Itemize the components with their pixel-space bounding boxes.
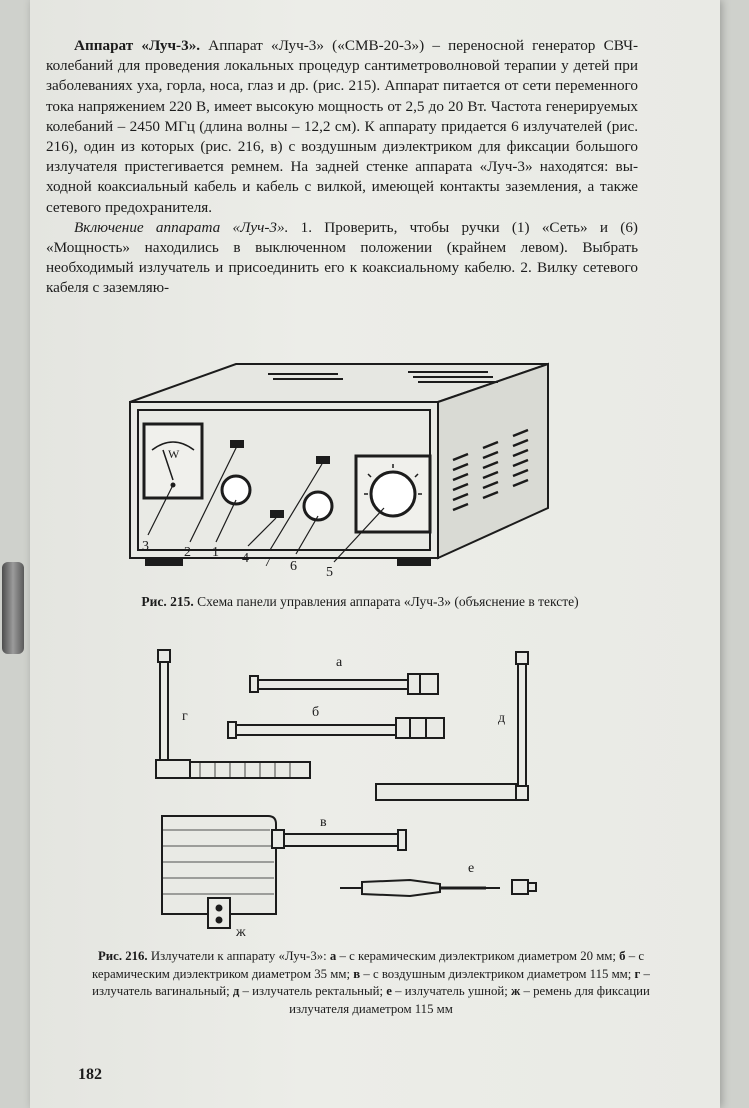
label-5: 5 — [326, 565, 333, 580]
caption-key-d: д — [232, 984, 240, 998]
caption-key-e: е — [386, 984, 392, 998]
label-e: е — [468, 861, 475, 876]
label-g: г — [182, 709, 188, 724]
main-text — [46, 36, 638, 299]
label-b: б — [312, 705, 320, 720]
knob-power — [304, 492, 332, 520]
caption-text-a: – с керамическим диэлектриком диаметром 20 мм; — [336, 949, 620, 963]
emitter-e — [340, 880, 536, 896]
dial-5 — [356, 456, 430, 532]
caption-text-zh: – ремень для фиксации излучателя диаметром 115 мм — [289, 984, 650, 1016]
paragraph-title: Аппарат «Луч-3». — [74, 37, 201, 54]
caption-label: Рис. 215. — [141, 594, 194, 609]
label-v: в — [320, 815, 327, 830]
caption-text-d: – излучатель ректальный; — [239, 984, 387, 998]
paragraph-body: 1. Проверить, чтобы ручки (1) «Сеть» и (6) «Мощность» находились в выключенном положении (крайнем левом). Выбрать необходимый излучатель и присоединить его к коаксиальному кабелю. 2. Вилку сетевого кабеля с заземляю- — [46, 218, 638, 297]
caption-key-zh: ж — [510, 984, 521, 998]
label-3: 3 — [142, 539, 149, 554]
caption-key-g: г — [634, 966, 641, 981]
switch-7 — [316, 456, 330, 464]
caption-key-a: а — [329, 949, 337, 963]
caption-text: Схема панели управления аппарата «Луч-3» (объяснение в тексте) — [193, 594, 579, 609]
paragraph-device — [46, 36, 638, 218]
caption-key-v: в — [353, 966, 361, 981]
figure-216-emitters-drawing — [140, 640, 580, 940]
label-2: 2 — [184, 545, 191, 560]
label-d: д — [498, 711, 506, 726]
label-4: 4 — [242, 551, 249, 566]
caption-text-v: – с воздушным диэлектриком диаметром 115 мм; — [360, 966, 635, 981]
switch-4 — [270, 510, 284, 518]
paragraph-body: Аппарат «Луч-3» («СМВ-20-3») – переносной генератор СВЧ-колебаний для проведения локальных процедур сантиметроволновой терапии у детей при заболеваниях уха, горла, носа, глаз и др. (рис. 215). Аппарат питается от сети переменного тока напряжением 220 В, имеет высокую мощность от 2,5 до 20 Вт. Частота генерируемых колебаний – 2450 МГц (длина волны – 12,2 см). К аппарату придается 6 излучателей (рис. 216), один из которых (рис. 216, в) с воздушным диэлектриком для фиксации большого излучателя пристегивается ремнем. На задней стенке аппарата «Луч-3» находятся: выходной коаксиальный кабель и кабель с вилкой, имеющей контакты заземления, а также сетевого предохранителя. — [46, 37, 638, 216]
power-meter — [144, 424, 202, 498]
caption-text: Излучатели к аппарату «Луч-3»: — [147, 949, 330, 963]
paragraph-title: Включение аппарата «Луч-3». — [74, 218, 289, 236]
emitter-a — [250, 674, 438, 694]
label-zh: ж — [236, 925, 246, 940]
emitter-b — [228, 718, 444, 738]
caption-key-b: б — [619, 949, 626, 963]
figure-215-caption — [60, 594, 660, 610]
caption-text-b: – с керамическим диэлектриком диаметром 35 мм; — [92, 949, 645, 981]
strap-zh — [208, 898, 230, 928]
emitter-g — [156, 650, 310, 778]
label-1: 1 — [212, 545, 219, 560]
page-number: 182 — [78, 1066, 102, 1083]
caption-label: Рис. 216. — [97, 949, 148, 963]
caption-text-g: – излучатель вагинальный; — [92, 966, 650, 998]
caption-text-e: – излучатель ушной; — [391, 984, 511, 998]
figure-216-caption — [86, 948, 656, 1018]
figure-215-device-drawing — [108, 350, 568, 590]
meter-letter: W — [168, 447, 180, 461]
emitter-v — [162, 816, 406, 914]
binding-clip — [2, 562, 24, 654]
knob-network — [222, 476, 250, 504]
label-a: а — [336, 655, 343, 670]
paragraph-switch-on — [46, 218, 638, 299]
label-7: 7 — [264, 555, 271, 570]
label-6: 6 — [290, 559, 297, 574]
